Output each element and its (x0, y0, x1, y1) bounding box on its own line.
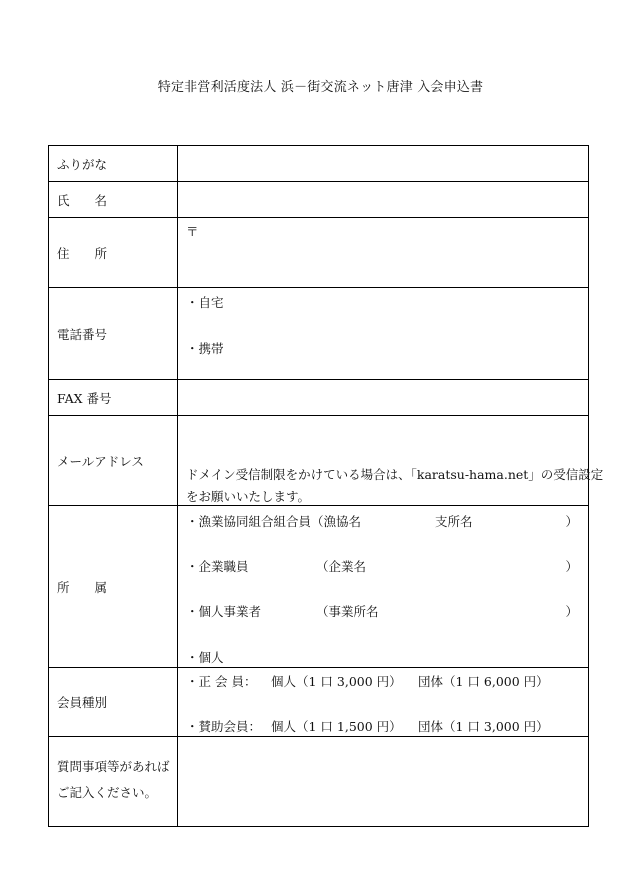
row-affiliation (49, 506, 589, 668)
questions-field[interactable] (178, 737, 589, 827)
fax-label: FAX 番号 (49, 380, 178, 416)
company-name-label: （企業名 (316, 559, 367, 574)
fishery-branch-label: 支所名 (435, 514, 473, 529)
phone-home-label: ・自宅 (186, 295, 224, 310)
phone-field[interactable] (178, 288, 589, 380)
supporting-individual-fee: 個人（1 口 1,500 円） (271, 719, 402, 734)
phone-mobile-label: ・携帯 (186, 341, 224, 356)
name-label: 氏 名 (49, 182, 178, 218)
email-note-line1: ドメイン受信制限をかけている場合は、「karatsu-hama.net」の受信設定 (186, 467, 604, 482)
email-note-line2: をお願いいたします。 (186, 489, 311, 504)
address-field[interactable] (178, 218, 589, 288)
sole-proprietor-option[interactable]: ・個人事業者 (186, 604, 262, 619)
address-label: 住 所 (49, 218, 178, 288)
phone-label: 電話番号 (49, 288, 178, 380)
supporting-member-option[interactable]: ・賛助会員： (186, 719, 262, 734)
furigana-field[interactable] (178, 146, 589, 182)
affiliation-label: 所 属 (49, 506, 178, 668)
questions-label (49, 737, 178, 827)
fax-field[interactable] (178, 380, 589, 416)
regular-member-option[interactable]: ・正 会 員： (186, 674, 257, 689)
row-questions (49, 737, 589, 827)
close-paren: ） (565, 514, 578, 529)
regular-individual-fee: 個人（1 口 3,000 円） (271, 674, 402, 689)
supporting-group-fee: 団体（1 口 3,000 円） (418, 719, 549, 734)
furigana-label: ふりがな (49, 146, 178, 182)
row-furigana (49, 146, 589, 182)
page-title: 特定非営利活度法人 浜－街交流ネット唐津 入会申込書 (157, 80, 484, 95)
membership-label: 会員種別 (49, 668, 178, 737)
application-form-table (48, 145, 604, 827)
regular-group-fee: 団体（1 口 6,000 円） (418, 674, 549, 689)
questions-label-line1: 質問事項等があれば (57, 758, 170, 774)
membership-field[interactable] (178, 668, 589, 737)
fishery-member-option[interactable]: ・漁業協同組合組合員（漁協名 (186, 514, 362, 529)
row-phone (49, 288, 589, 380)
row-membership (49, 668, 589, 737)
business-name-label: （事業所名 (316, 604, 379, 619)
row-fax (49, 380, 589, 416)
close-paren: ） (565, 559, 578, 574)
row-name (49, 182, 589, 218)
questions-label-line2: ご記入ください。 (57, 784, 158, 800)
email-field[interactable] (178, 416, 604, 506)
row-email (49, 416, 589, 506)
company-staff-option[interactable]: ・企業職員 (186, 559, 249, 574)
postal-mark: 〒 (186, 224, 199, 239)
name-field[interactable] (178, 182, 589, 218)
close-paren: ） (565, 604, 578, 619)
row-address (49, 218, 589, 288)
individual-option[interactable]: ・個人 (186, 650, 224, 665)
affiliation-field[interactable] (178, 506, 589, 668)
email-label: メールアドレス (49, 416, 178, 506)
